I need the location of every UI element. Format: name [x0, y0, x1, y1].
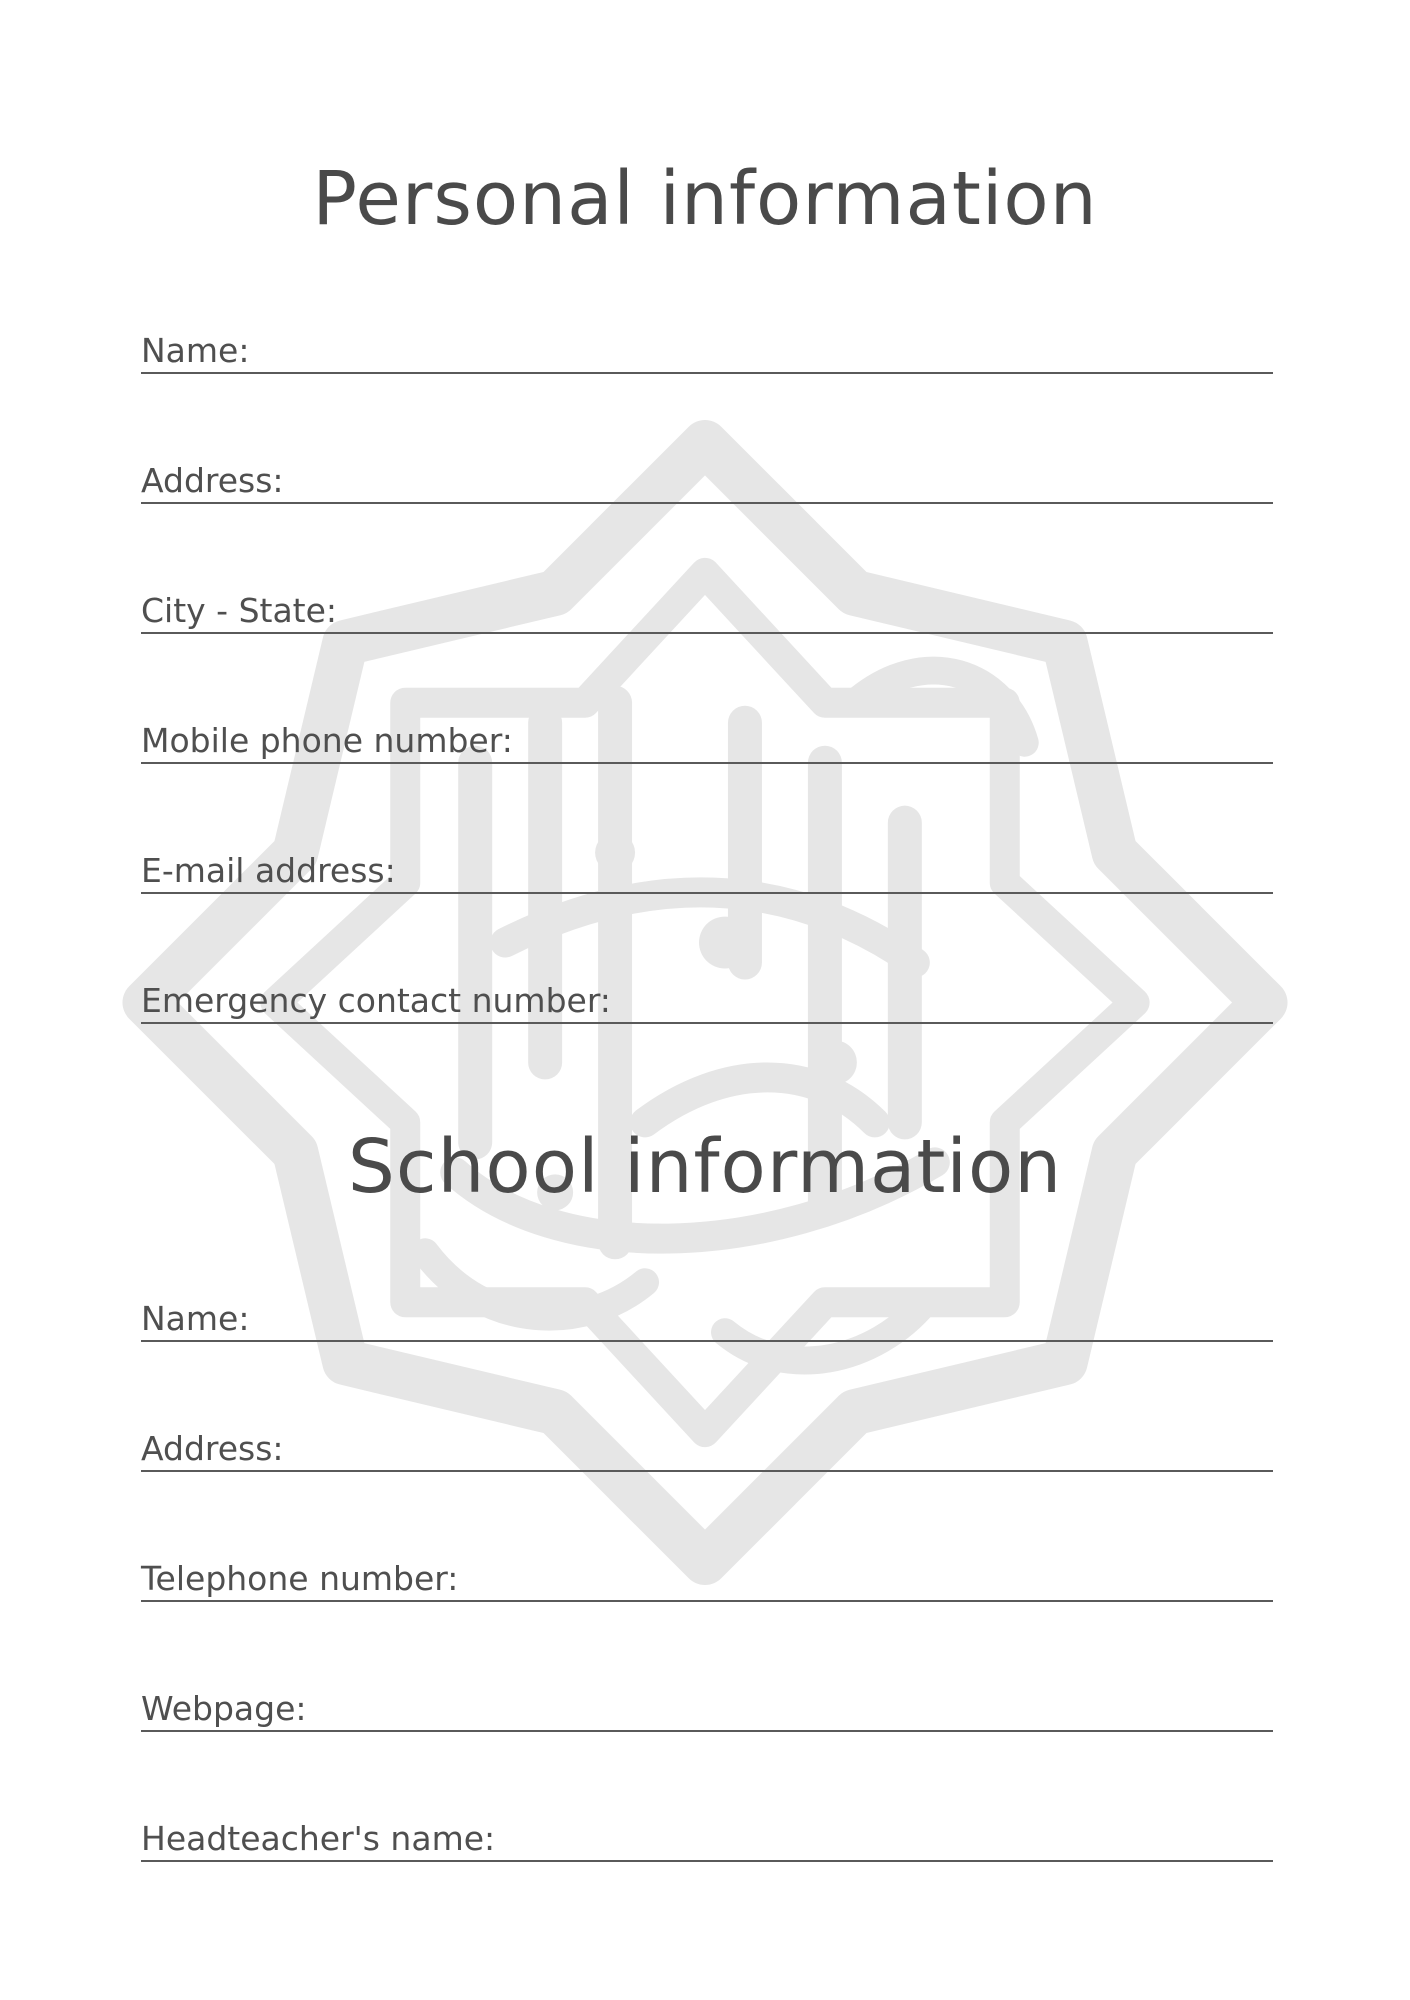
field-label: Telephone number: [141, 1559, 459, 1598]
field-label: Name: [141, 331, 250, 370]
school-info-title: School information [347, 1124, 1063, 1210]
field-label: Headteacher's name: [141, 1819, 496, 1858]
webpage-field[interactable] [141, 1686, 1273, 1732]
personal-address-field[interactable] [141, 458, 1273, 504]
email-field[interactable] [141, 848, 1273, 894]
telephone-field[interactable] [141, 1556, 1273, 1602]
field-label: Address: [141, 461, 284, 500]
field-label: Address: [141, 1429, 284, 1468]
city-state-field[interactable] [141, 588, 1273, 634]
personal-name-field[interactable] [141, 328, 1273, 374]
mobile-phone-field[interactable] [141, 718, 1273, 764]
field-label: Emergency contact number: [141, 981, 611, 1020]
emergency-contact-field[interactable] [141, 978, 1273, 1024]
headteacher-name-field[interactable] [141, 1816, 1273, 1862]
field-label: Webpage: [141, 1689, 307, 1728]
school-name-field[interactable] [141, 1296, 1273, 1342]
field-label: Name: [141, 1299, 250, 1338]
school-address-field[interactable] [141, 1426, 1273, 1472]
personal-info-title: Personal information [312, 156, 1098, 242]
field-label: E-mail address: [141, 851, 396, 890]
field-label: Mobile phone number: [141, 721, 513, 760]
field-label: City - State: [141, 591, 338, 630]
